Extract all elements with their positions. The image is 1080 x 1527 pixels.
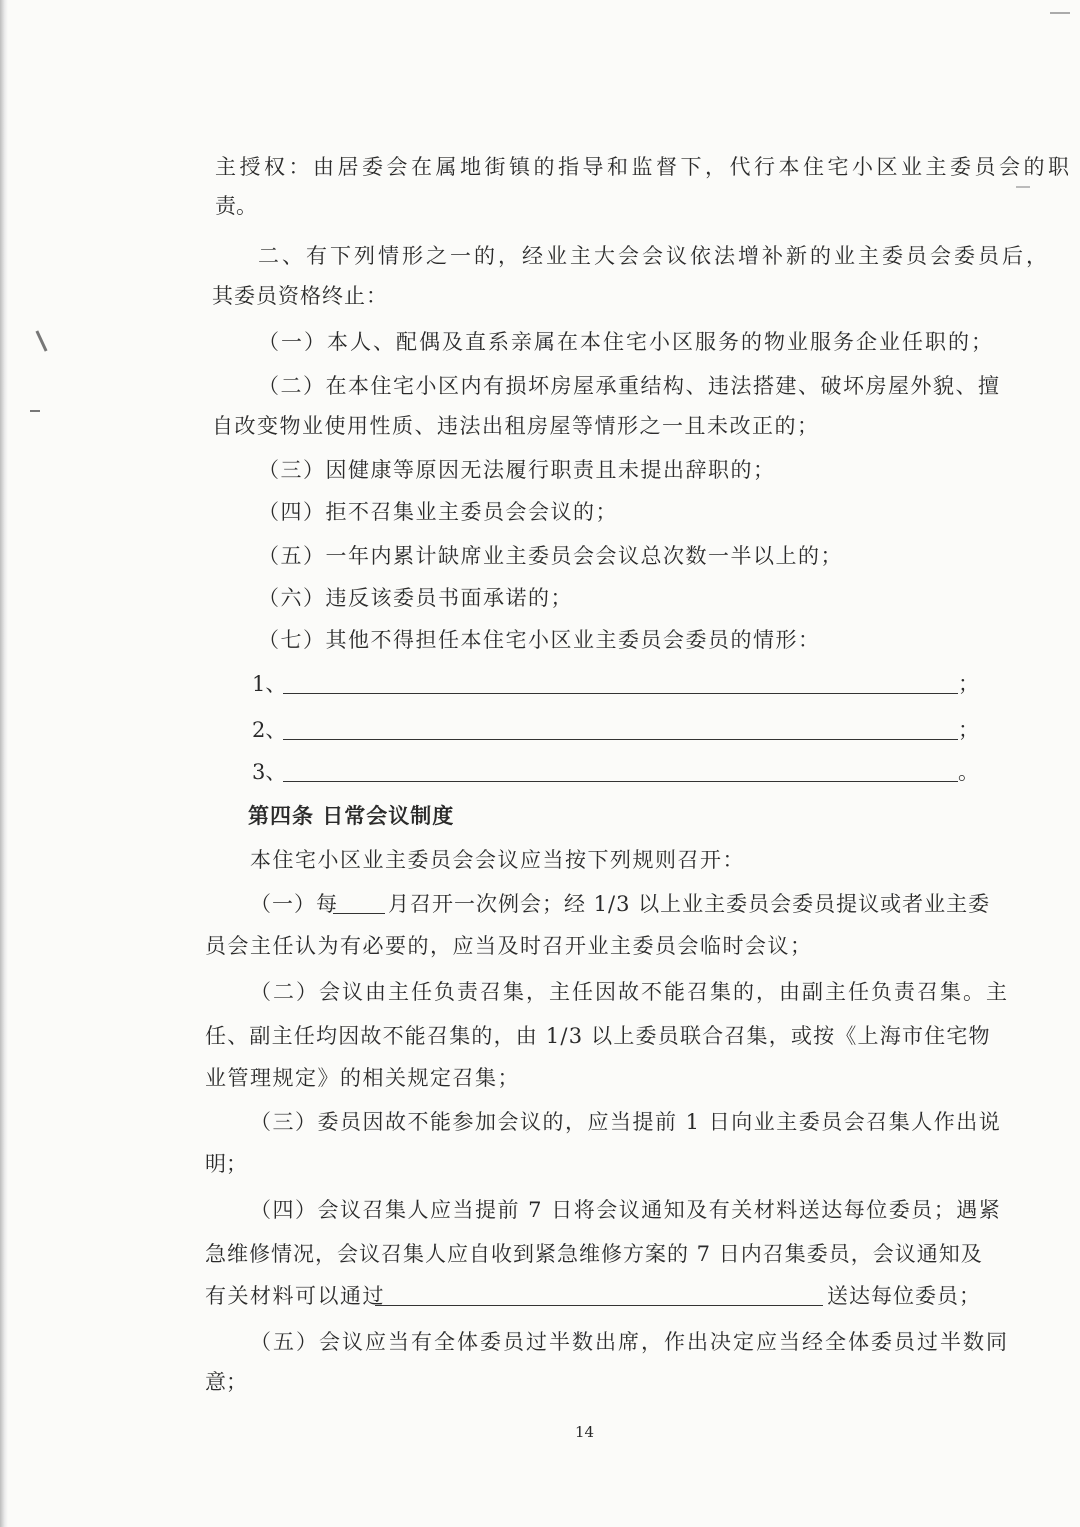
blank-end-mark: 。 [958, 760, 979, 784]
line-text: 其委员资格终止： [212, 284, 388, 308]
line-text: （五）一年内累计缺席业主委员会会议总次数一半以上的； [258, 544, 843, 568]
line-text: （二）在本住宅小区内有损坏房屋承重结构、违法搭建、破坏房屋外貌、擅 [258, 374, 1001, 398]
line-text: 业管理规定》的相关规定召集； [205, 1066, 520, 1090]
text-line [0, 1058, 1080, 1098]
line-text: （五）会议应当有全体委员过半数出席，作出决定应当经全体委员过半数同 [250, 1330, 1009, 1354]
text-line [0, 1322, 1080, 1362]
text-line [0, 276, 1080, 316]
blank-underline [283, 739, 958, 740]
blank-number: 2、 [252, 718, 287, 742]
blank-end-mark: ； [958, 672, 979, 696]
line-text: 意； [205, 1370, 247, 1394]
line-text: （一）本人、配偶及直系亲属在本住宅小区服务的物业服务企业任职的； [258, 330, 994, 354]
line-text: （六）违反该委员书面承诺的； [258, 586, 573, 610]
line-text: 急维修情况，会议召集人应自收到紧急维修方案的 7 日内召集委员，会议通知及 [205, 1242, 983, 1266]
line-text: （一）每 [250, 892, 338, 916]
text-line [0, 1190, 1080, 1230]
page-number: 14 [575, 1423, 595, 1441]
line-text: （四）会议召集人应当提前 7 日将会议通知及有关材料送达每位委员；遇紧 [250, 1198, 1002, 1222]
text-line [0, 972, 1080, 1012]
line-text: （三）因健康等原因无法履行职责且未提出辞职的； [258, 458, 776, 482]
blank-number: 1、 [252, 672, 287, 696]
text-line [0, 926, 1080, 966]
blank-end-mark: ； [958, 718, 979, 742]
fill-blank-line [0, 710, 1080, 750]
line-text: （七）其他不得担任本住宅小区业主委员会委员的情形： [258, 628, 821, 652]
line-text: 本住宅小区业主委员会会议应当按下列规则召开： [250, 848, 745, 872]
text-line [0, 1144, 1080, 1184]
text-line [0, 1016, 1080, 1056]
line-text: 员会主任认为有必要的，应当及时召开业主委员会临时会议； [205, 934, 813, 958]
fill-blank-line [0, 752, 1080, 792]
heading-text: 第四条 日常会议制度 [248, 803, 455, 828]
line-text: 责。 [215, 194, 257, 218]
line-text: 主授权：由居委会在属地街镇的指导和监督下，代行本住宅小区业主委员会的职 [215, 155, 1073, 179]
text-line [0, 186, 1080, 226]
line-text: 自改变物业使用性质、违法出租房屋等情形之一且未改正的； [212, 414, 820, 438]
line-text: （二）会议由主任负责召集，主任因故不能召集的，由副主任负责召集。主 [250, 980, 1009, 1004]
text-line [0, 236, 1080, 276]
line-text: 二、有下列情形之一的，经业主大会会议依法增补新的业主委员会委员后， [258, 244, 1050, 268]
text-line [0, 578, 1080, 618]
text-line [0, 366, 1080, 406]
line-text: 任、副主任均因故不能召集的，由 1/3 以上委员联合召集，或按《上海市住宅物 [205, 1024, 991, 1048]
line-text: 有关材料可以通过 [205, 1284, 385, 1308]
text-line [0, 620, 1080, 660]
text-line [0, 1102, 1080, 1142]
text-line [0, 1234, 1080, 1274]
months-blank-underline [333, 913, 385, 914]
line-text: （四）拒不召集业主委员会会议的； [258, 500, 618, 524]
fill-blank-line [0, 664, 1080, 704]
blank-underline [283, 693, 958, 694]
page-footer [0, 1412, 1080, 1452]
line-text: 送达每位委员； [827, 1284, 981, 1308]
line-text: （三）委员因故不能参加会议的，应当提前 1 日向业主委员会召集人作出说 [250, 1110, 1002, 1134]
blank-underline [283, 781, 958, 782]
text-line [0, 884, 1080, 924]
blank-number: 3、 [252, 760, 287, 784]
text-line [0, 1276, 1080, 1316]
line-text: 月召开一次例会；经 1/3 以上业主委员会委员提议或者业主委 [388, 892, 991, 916]
section-heading [0, 796, 1080, 836]
text-line [0, 147, 1080, 187]
text-line [0, 492, 1080, 532]
line-text: 明； [205, 1152, 247, 1176]
text-line [0, 1362, 1080, 1402]
text-line [0, 406, 1080, 446]
scan-mark [1050, 12, 1070, 14]
text-line [0, 840, 1080, 880]
text-line [0, 536, 1080, 576]
text-line [0, 322, 1080, 362]
text-line [0, 450, 1080, 490]
delivery-method-blank-underline [375, 1305, 823, 1306]
